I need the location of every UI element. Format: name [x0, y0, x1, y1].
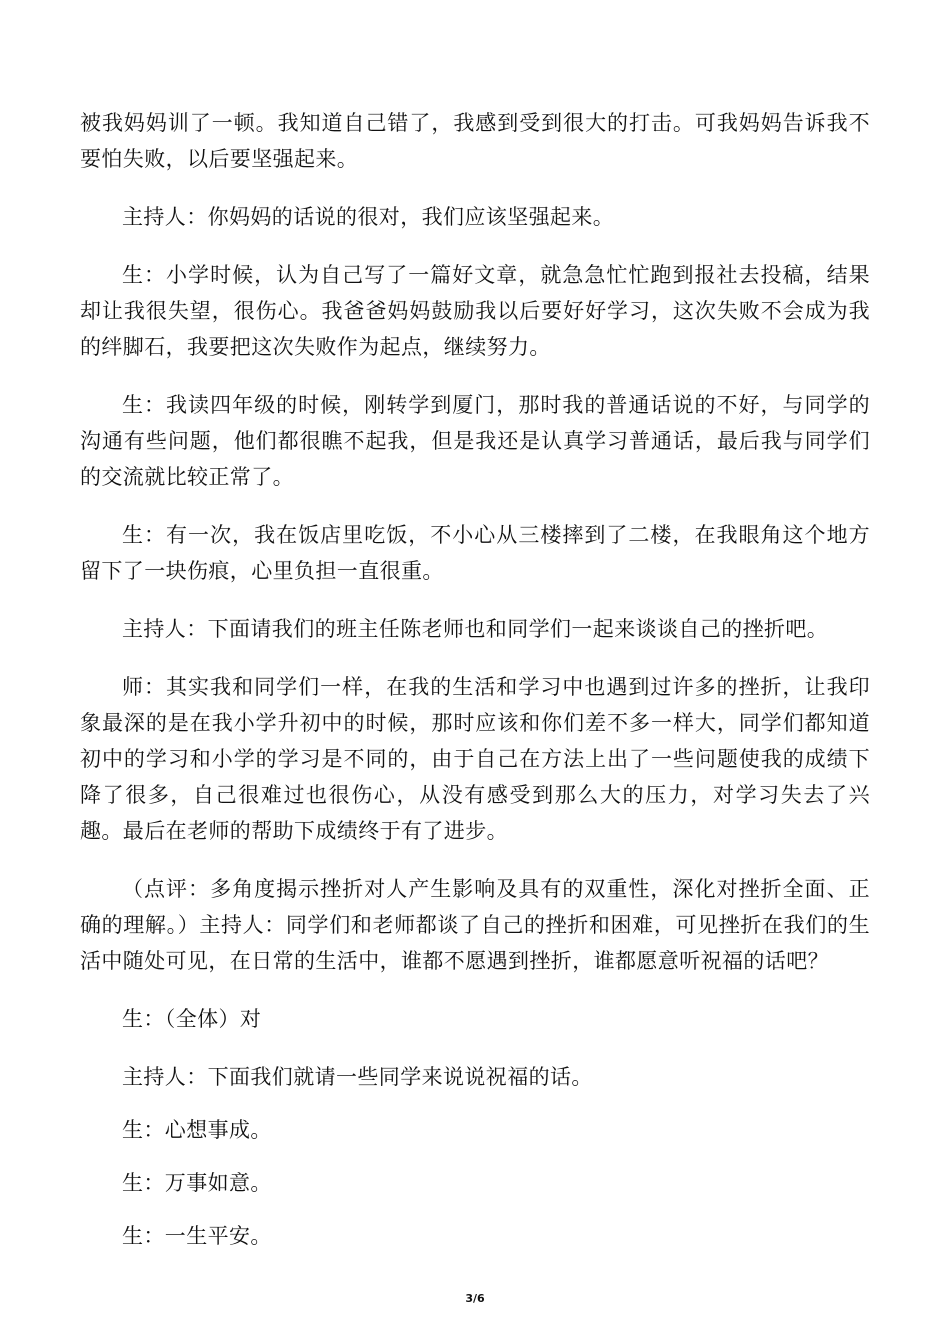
document-body	[80, 105, 870, 1271]
paragraph-student-xiamen: 生：我读四年级的时候，刚转学到厦门，那时我的普通话说的不好，与同学的沟通有些问题，他们都很瞧不起我，但是我还是认真学习普通话，最后我与同学们的交流就比较正常了。	[80, 393, 870, 489]
paragraph-blessing-2: 生：万事如意。	[122, 1171, 272, 1195]
paragraph-student-article: 生：小学时候，认为自己写了一篇好文章，就急急忙忙跑到报社去投稿，结果却让我很失望，很伤心。我爸爸妈妈鼓励我以后要好好学习，这次失败不会成为我的绊脚石，我要把这次失败作为起点，继续努力。	[80, 263, 870, 359]
paragraph-students-all: 生：（全体）对	[122, 1007, 262, 1031]
paragraph-comment-host: （点评：多角度揭示挫折对人产生影响及具有的双重性，深化对挫折全面、正确的理解。）主持人：同学们和老师都谈了自己的挫折和困难，可见挫折在我们的生活中随处可见，在日常的生活中，谁都不愿遇到挫折，谁都愿意听祝福的话吧？	[80, 877, 870, 973]
paragraph-blessing-1: 生：心想事成。	[122, 1118, 272, 1142]
page-number: 3/6	[465, 1292, 485, 1305]
paragraph-blessing-3: 生：一生平安。	[122, 1224, 272, 1248]
paragraph-student-injury: 生：有一次，我在饭店里吃饭，不小心从三楼摔到了二楼，在我眼角这个地方留下了一块伤痕，心里负担一直很重。	[80, 523, 870, 583]
paragraph-host-invite-teacher: 主持人：下面请我们的班主任陈老师也和同学们一起来谈谈自己的挫折吧。	[122, 617, 829, 641]
paragraph-teacher-story: 师：其实我和同学们一样，在我的生活和学习中也遇到过许多的挫折，让我印象最深的是在我小学升初中的时候，那时应该和你们差不多一样大，同学们都知道初中的学习和小学的学习是不同的，由于自己在方法上出了一些问题使我的成绩下降了很多，自己很难过也很伤心，从没有感受到那么大的压力，对学习失去了兴趣。最后在老师的帮助下成绩终于有了进步。	[80, 675, 870, 843]
paragraph-host-blessings: 主持人：下面我们就请一些同学来说说祝福的话。	[122, 1065, 593, 1089]
paragraph-mother-criticism: 被我妈妈训了一顿。我知道自己错了，我感到受到很大的打击。可我妈妈告诉我不要怕失败，以后要坚强起来。	[80, 111, 870, 171]
paragraph-host-reply: 主持人：你妈妈的话说的很对，我们应该坚强起来。	[122, 205, 615, 229]
